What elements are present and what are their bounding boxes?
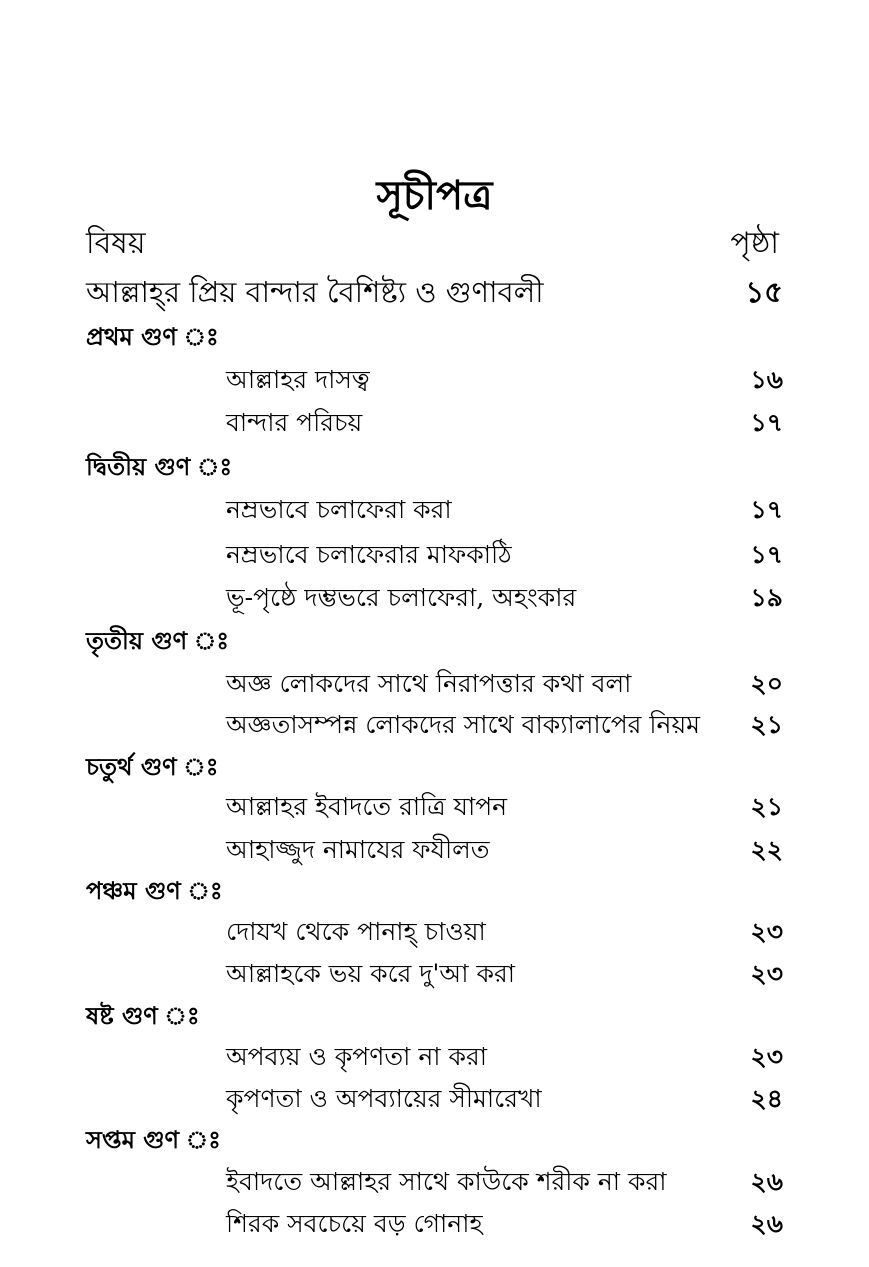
toc-entry xyxy=(86,954,783,994)
toc-entry xyxy=(86,664,783,704)
section-heading-text: প্রথম গুণ ঃ xyxy=(86,322,219,351)
section-heading xyxy=(86,621,783,661)
page-title: সূচীপত্র xyxy=(376,172,493,219)
toc-entry-text: ইবাদতে আল্লাহর সাথে কাউকে শরীক না করা xyxy=(226,1167,667,1196)
toc-entry xyxy=(86,535,783,575)
toc-entry-text: আল্লাহর ইবাদতে রাত্রি যাপন xyxy=(226,792,508,821)
toc-entry-text: ভূ-পৃষ্ঠে দম্ভভরে চলাফেরা, অহংকার xyxy=(226,583,577,612)
toc-entry-page: ২৩ xyxy=(750,917,783,946)
main-entry-text: আল্লাহ্‌র প্রিয় বান্দার বৈশিষ্ট্য ও গুণাবলী xyxy=(86,275,544,309)
section-heading xyxy=(86,317,783,357)
section-heading xyxy=(86,747,783,787)
section-heading xyxy=(86,1120,783,1160)
toc-entry-text: বান্দার পরিচয় xyxy=(226,408,363,437)
toc-entry-page: ১৭ xyxy=(750,495,783,524)
main-entry xyxy=(86,272,783,312)
section-heading xyxy=(86,447,783,487)
toc-entry xyxy=(86,1204,783,1244)
toc-entry xyxy=(86,1079,783,1119)
toc-entry-text: অজ্ঞতাসম্পন্ন লোকদের সাথে বাক্যালাপের নিয়ম xyxy=(226,710,701,739)
toc-entry xyxy=(86,1162,783,1202)
toc-entry-page: ২০ xyxy=(750,669,783,698)
section-heading-text: তৃতীয় গুণ ঃ xyxy=(86,626,230,655)
toc-entry-text: অজ্ঞ লোকদের সাথে নিরাপত্তার কথা বলা xyxy=(226,669,632,698)
toc-entry-text: নম্রভাবে চলাফেরা করা xyxy=(226,495,452,524)
section-heading-text: চতুর্থ গুণ ঃ xyxy=(86,752,219,781)
toc-entry-page: ১৭ xyxy=(750,540,783,569)
toc-entry xyxy=(86,490,783,530)
toc-entry-page: ২২ xyxy=(750,835,783,864)
toc-entry-text: দোযখ থেকে পানাহ্‌ চাওয়া xyxy=(226,917,486,946)
section-heading-text: ষষ্ট গুণ ঃ xyxy=(86,1001,200,1030)
toc-entry xyxy=(86,403,783,443)
toc-entry-text: শিরক সবচেয়ে বড় গোনাহ xyxy=(226,1209,483,1238)
main-entry-page: ১৫ xyxy=(745,275,783,309)
page-column-header: পৃষ্ঠা xyxy=(730,226,779,261)
toc-entry xyxy=(86,705,783,745)
toc-entry-page: ১৭ xyxy=(750,408,783,437)
section-heading-text: পঞ্চম গুণ ঃ xyxy=(86,876,223,905)
toc-entry-page: ১৯ xyxy=(750,583,783,612)
toc-entry-text: কৃপণতা ও অপব্যায়ের সীমারেখা xyxy=(226,1084,542,1113)
toc-entry-page: ২১ xyxy=(750,710,783,739)
toc-entry-page: ২৪ xyxy=(750,1084,783,1113)
toc-entry-text: নম্রভাবে চলাফেরার মাফকাঠি xyxy=(226,540,512,569)
toc-entry-text: আল্লাহর দাসত্ব xyxy=(226,365,370,394)
section-heading-text: সপ্তম গুণ ঃ xyxy=(86,1125,221,1154)
toc-entry-page: ২১ xyxy=(750,792,783,821)
toc-entry xyxy=(86,912,783,952)
toc-entry-page: ১৬ xyxy=(750,365,783,394)
toc-entry-page: ২৩ xyxy=(750,959,783,988)
toc-entry-page: ২৩ xyxy=(750,1042,783,1071)
toc-entry-text: অপব্যয় ও কৃপণতা না করা xyxy=(226,1042,487,1071)
toc-entry-page: ২৬ xyxy=(750,1167,783,1196)
toc-entry xyxy=(86,578,783,618)
section-heading xyxy=(86,996,783,1036)
toc-entry xyxy=(86,1037,783,1077)
section-heading-text: দ্বিতীয় গুণ ঃ xyxy=(86,452,233,481)
subject-column-header: বিষয় xyxy=(86,226,146,261)
toc-entry xyxy=(86,830,783,870)
toc-entry-page: ২৬ xyxy=(750,1209,783,1238)
toc-entry xyxy=(86,360,783,400)
toc-entry-text: আহাজ্জুদ নামাযের ফযীলত xyxy=(226,835,490,864)
section-heading xyxy=(86,871,783,911)
toc-entry xyxy=(86,787,783,827)
toc-entry-text: আল্লাহকে ভয় করে দু'আ করা xyxy=(226,959,515,988)
